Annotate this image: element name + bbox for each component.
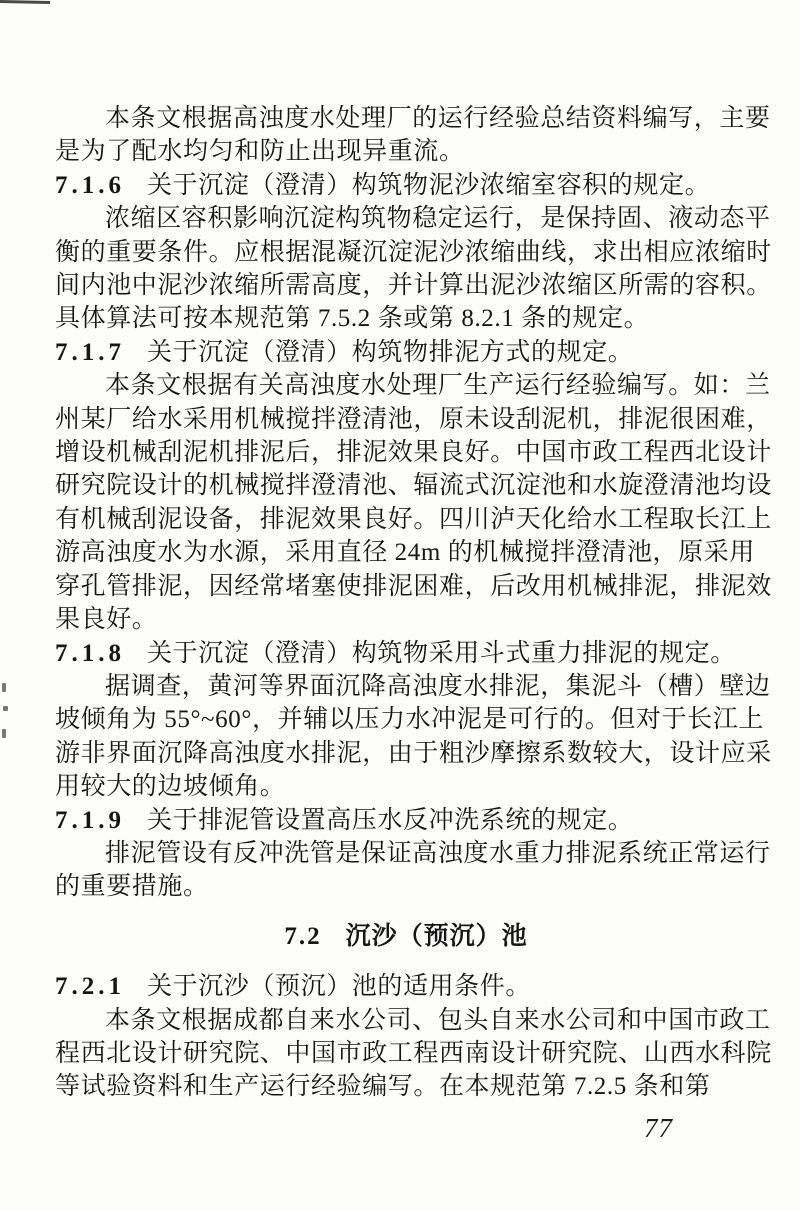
clause-heading-717: [55, 336, 757, 369]
page-body-text: [55, 102, 772, 1104]
paragraph-line: 研究院设计的机械搅拌澄清池、辐流式沉淀池和水旋澄清池均设: [55, 472, 772, 500]
scan-artifact-speck: [2, 683, 6, 692]
section-number: 7.2: [284, 922, 322, 950]
paragraph-line: 坡倾角为 55°~60°，并辅以压力水冲泥是可行的。但对于长江上: [55, 706, 764, 734]
clause-number: 7.1.8: [55, 639, 125, 667]
scan-artifact-speck: [3, 706, 8, 711]
paragraph-line: 具体算法可按本规范第 7.5.2 条或第 8.2.1 条的规定。: [55, 305, 650, 333]
paragraph-line: 州某厂给水采用机械搅拌澄清池，原未设刮泥机，排泥很困难，: [55, 405, 772, 433]
clause-title: 关于沉沙（预沉）池的适用条件。: [147, 973, 532, 1001]
clause-title: 关于沉淀（澄清）构筑物排泥方式的规定。: [147, 338, 634, 366]
clause-heading-716: [55, 169, 757, 202]
paragraph-line: 据调查，黄河等界面沉降高浊度水排泥，集泥斗（槽）壁边: [105, 672, 771, 700]
scan-artifact-speck: [2, 729, 6, 738]
paragraph-line: 是为了配水均匀和防止出现异重流。: [55, 138, 465, 166]
paragraph-line: 用较大的边坡倾角。: [55, 773, 286, 801]
paragraph-line: 排泥管设有反冲洗管是保证高浊度水重力排泥系统正常运行: [105, 839, 771, 867]
clause-heading-718: [55, 637, 757, 670]
paragraph-line: 游高浊度水为水源，采用直径 24m 的机械搅拌澄清池，原采用: [55, 539, 755, 567]
clause-title: 关于沉淀（澄清）构筑物采用斗式重力排泥的规定。: [147, 639, 736, 667]
clause-title: 关于沉淀（澄清）构筑物泥沙浓缩室容积的规定。: [147, 171, 711, 199]
paragraph-line: 有机械刮泥设备，排泥效果良好。四川泸天化给水工程取长江上: [55, 505, 772, 533]
paragraph-line: 间内池中泥沙浓缩所需高度，并计算出泥沙浓缩区所需的容积。: [55, 272, 772, 300]
paragraph-line: 的重要措施。: [55, 873, 209, 901]
paragraph-line: 本条文根据有关高浊度水处理厂生产运行经验编写。如：兰: [105, 372, 771, 400]
paragraph-line: 本条文根据高浊度水处理厂的运行经验总结资料编写，主要: [105, 105, 771, 132]
paragraph-line: 浓缩区容积影响沉淀构筑物稳定运行，是保持固、液动态平: [105, 205, 771, 233]
clause-number: 7.1.9: [55, 806, 125, 834]
clause-heading-719: [55, 804, 757, 837]
paragraph-line: 程西北设计研究院、中国市政工程西南设计研究院、山西水科院: [55, 1039, 772, 1067]
clause-number: 7.1.6: [55, 171, 125, 199]
clause-heading-721: [55, 970, 757, 1003]
paragraph-line: 穿孔管排泥，因经常堵塞使排泥困难，后改用机械排泥，排泥效: [55, 572, 772, 600]
paragraph-line: 果良好。: [55, 606, 158, 634]
clause-title: 关于排泥管设置高压水反冲洗系统的规定。: [147, 806, 634, 834]
paragraph-line: 等试验资料和生产运行经验编写。在本规范第 7.2.5 条和第: [55, 1073, 711, 1101]
scan-artifact-corner-line: [0, 0, 50, 4]
paragraph-line: 增设机械刮泥机排泥后，排泥效果良好。中国市政工程西北设计: [55, 439, 772, 467]
page-number: 77: [644, 1113, 673, 1143]
section-title: 沉沙（预沉）池: [345, 922, 528, 950]
section-heading-72: [55, 920, 757, 953]
paragraph-line: 本条文根据成都自来水公司、包头自来水公司和中国市政工: [105, 1006, 771, 1034]
clause-number: 7.1.7: [55, 338, 125, 366]
clause-number: 7.2.1: [55, 973, 125, 1001]
paragraph-line: 衡的重要条件。应根据混凝沉淀泥沙浓缩曲线，求出相应浓缩时: [55, 238, 772, 266]
paragraph-line: 游非界面沉降高浊度水排泥，由于粗沙摩擦系数较大，设计应采: [55, 739, 772, 767]
